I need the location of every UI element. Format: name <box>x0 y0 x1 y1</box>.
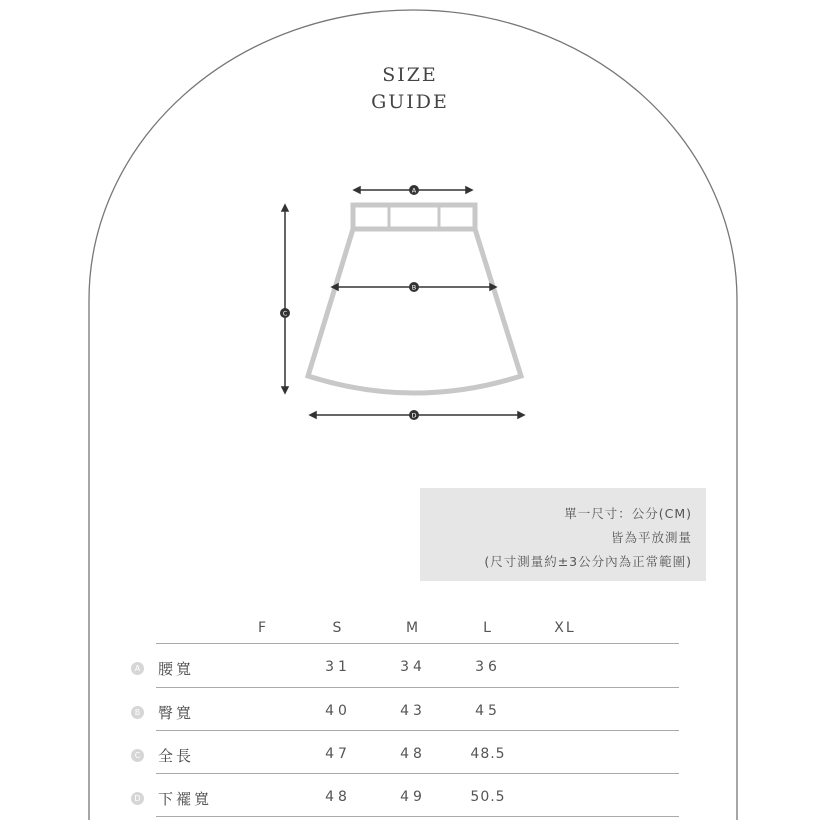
row-marker-d: D <box>131 792 144 805</box>
svg-text:C: C <box>282 309 288 318</box>
table-cell: 48 <box>325 789 351 805</box>
arrow-c <box>282 205 288 393</box>
table-cell: 48.5 <box>470 746 506 762</box>
svg-text:B: B <box>411 283 417 292</box>
row-marker-b: B <box>131 706 144 719</box>
table-divider <box>156 773 679 774</box>
row-label-length: 全長 <box>158 747 195 765</box>
marker-a <box>409 185 419 195</box>
size-header-xl: XL <box>554 620 576 636</box>
table-divider <box>156 816 679 817</box>
note-unit: 單一尺寸：公分(CM) <box>564 506 692 521</box>
table-cell: 43 <box>400 703 426 719</box>
note-flat: 皆為平放測量 <box>610 530 692 545</box>
svg-text:A: A <box>411 186 417 195</box>
row-marker-a: A <box>131 662 144 675</box>
size-header-l: L <box>483 620 493 636</box>
marker-d <box>409 410 419 420</box>
table-cell: 50.5 <box>470 789 506 805</box>
measurement-note <box>420 488 706 581</box>
title-size: SIZE <box>382 64 438 86</box>
marker-c <box>280 308 290 318</box>
table-cell: 36 <box>475 659 501 675</box>
row-label-hip: 臀寬 <box>158 704 195 722</box>
table-divider <box>156 687 679 688</box>
marker-b <box>409 282 419 292</box>
table-cell: 40 <box>325 703 351 719</box>
table-cell: 47 <box>325 746 351 762</box>
row-marker-c: C <box>131 749 144 762</box>
table-cell: 45 <box>475 703 501 719</box>
table-cell: 31 <box>325 659 351 675</box>
table-divider <box>156 643 679 644</box>
size-header-s: S <box>332 620 344 636</box>
row-label-hem: 下襬寬 <box>158 790 213 808</box>
row-label-waist: 腰寬 <box>158 660 195 678</box>
skirt-outline <box>308 205 521 393</box>
table-cell: 48 <box>400 746 426 762</box>
table-cell: 34 <box>400 659 426 675</box>
svg-text:D: D <box>411 411 417 420</box>
size-header-m: M <box>405 620 421 636</box>
table-cell: 49 <box>400 789 426 805</box>
table-divider <box>156 730 679 731</box>
note-tolerance: (尺寸測量約±3公分內為正常範圍) <box>484 554 692 569</box>
title-guide: GUIDE <box>371 91 449 113</box>
size-header-f: F <box>257 620 269 636</box>
